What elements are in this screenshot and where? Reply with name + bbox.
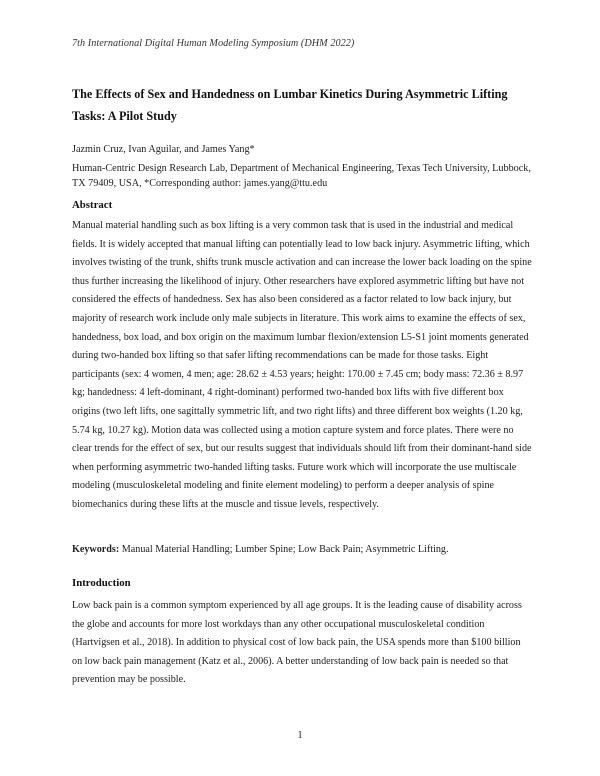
author-affiliation: Human-Centric Design Research Lab, Department of Mechanical Engineering, Texas Tech University, Lubbock, TX 79409, USA, *Corresponding author: james.yang@ttu.edu [72,163,531,189]
abstract-text: Manual material handling such as box lifting is a very common task that is used in the industrial and medical fields. It is widely accepted that manual lifting can potentially lead to low back injury. Asymmetric lifting, which involves twisting of the trunk, shifts trunk muscle activation and can increase the lower back loading on the spine thus further increasing the likelihood of injury. Other researchers have explored asymmetric lifting but have not considered the effects of handedness. Sex has also been considered as a factor related to low back injury, but majority of research work include only male subjects in literature. This work aims to examine the effects of sex, handedness, box load, and box origin on the maximum lumbar flexion/extension L5-S1 joint moments generated during two-handed box lifting so that safer lifting recommendations can be made for those tasks. Eight participants (sex: 4 women, 4 men; age: 28.62 ± 4.53 years; height: 170.00 ± 7.45 cm; body mass: 72.36 ± 8.97 kg; handedness: 4 left-dominant, 4 right-dominant) performed two-handed box lifts with five different box origins (two left lifts, one sagittally symmetric lift, and two right lifts) and three different box weights (1.20 kg, 5.74 kg, 10.27 kg). Motion data was collected using a motion capture system and force plates. There were no clear trends for the effect of sex, but our results suggest that individuals should lift from their dominant-hand side when performing asymmetric two-handed lifting tasks. Future work which will incorporate the use multiscale modeling (musculoskeletal modeling and finite element modeling) to perform a deeper analysis of spine biomechanics during these lifts at the muscle and tissue levels, respectively. [72,220,532,510]
abstract-heading: Abstract [72,199,113,211]
page-number: 1 [297,730,303,741]
paper-title: The Effects of Sex and Handedness on Lumbar Kinetics During Asymmetric Lifting Tasks: A Pilot Study [72,87,508,123]
keywords-text: Manual Material Handling; Lumber Spine; Low Back Pain; Asymmetric Lifting. [121,544,449,555]
running-header: 7th International Digital Human Modeling Symposium (DHM 2022) [72,38,355,49]
keywords-line [72,544,542,555]
keywords-label: Keywords: [72,544,120,555]
author-list: Jazmin Cruz, Ivan Aguilar, and James Yang* [72,144,255,155]
introduction-heading: Introduction [72,577,131,589]
introduction-text: Low back pain is a common symptom experienced by all age groups. It is the leading cause of disability across the globe and accounts for more lost workdays than any other occupational musculoskeletal condition (Hartvigsen et al., 2018). In addition to physical cost of low back pain, the USA spends more than $100 billion on low back pain management (Katz et al., 2006). A better understanding of low back pain is needed so that prevention may be possible. [72,600,522,686]
